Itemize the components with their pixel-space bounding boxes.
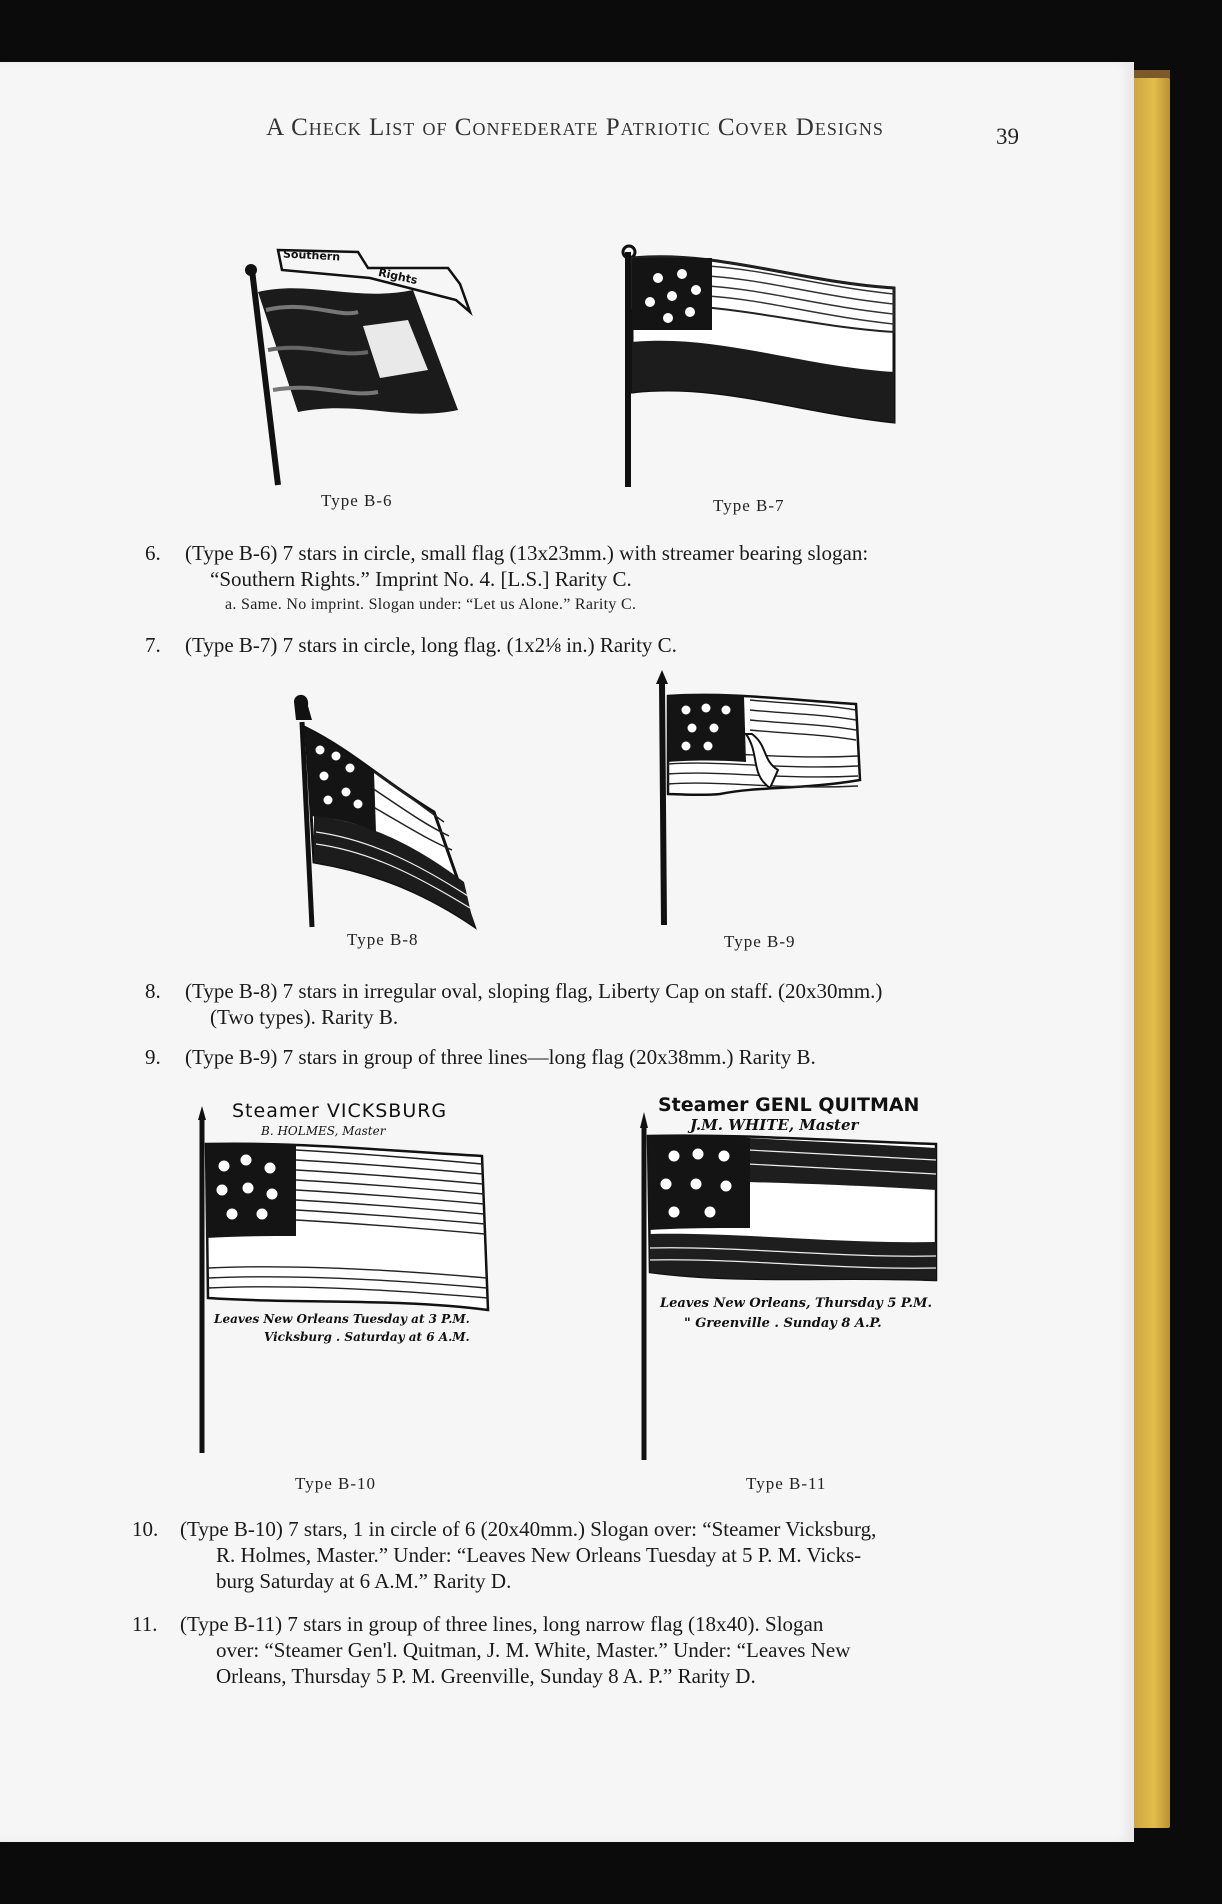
entry-line: (Two types). Rarity B. [210, 1005, 399, 1029]
entry-line: R. Holmes, Master.” Under: “Leaves New Orleans Tuesday at 5 P. M. Vicks- [216, 1543, 862, 1567]
entry-6-subnote: a. Same. No imprint. Slogan under: “Let us Alone.” Rarity C. [225, 596, 637, 613]
entry-7 [145, 632, 1020, 658]
streamer-text-right: Rights [377, 266, 419, 287]
entry-line: over: “Steamer Gen'l. Quitman, J. M. White, Master.” Under: “Leaves New [216, 1638, 851, 1662]
flag-figure-b6 [238, 240, 478, 490]
entry-number: 11. [132, 1612, 158, 1636]
flag-figure-b11 [638, 1094, 938, 1464]
entry-line: burg Saturday at 6 A.M.” Rarity D. [216, 1569, 512, 1593]
book-page-edges [1130, 78, 1170, 1828]
entry-number: 8. [145, 979, 161, 1003]
entry-number: 9. [145, 1045, 161, 1069]
entry-8 [145, 978, 1020, 1030]
caption-b7: Type B-7 [713, 496, 785, 515]
slogan-master-b10: B. HOLMES, Master [261, 1124, 386, 1138]
entry-number: 6. [145, 541, 161, 565]
flag-figure-b9 [650, 670, 870, 930]
entry-9 [145, 1044, 1020, 1070]
entry-number: 7. [145, 633, 161, 657]
caption-b8: Type B-8 [347, 930, 419, 949]
flag-figure-b7 [618, 242, 898, 492]
slogan-top-b10: Steamer VICKSBURG [232, 1100, 448, 1122]
entry-line: (Type B-10) 7 stars, 1 in circle of 6 (20x40mm.) Slogan over: “Steamer Vicksburg, [180, 1517, 877, 1541]
entry-line: (Type B-6) 7 stars in circle, small flag (13x23mm.) with streamer bearing slogan: [185, 541, 869, 565]
entry-11 [132, 1611, 1022, 1689]
slogan-top-b11: Steamer GENL QUITMAN [658, 1094, 920, 1116]
entry-line: (Type B-8) 7 stars in irregular oval, sloping flag, Liberty Cap on staff. (20x30mm.) [185, 979, 883, 1003]
caption-b11: Type B-11 [746, 1474, 827, 1493]
caption-b6: Type B-6 [321, 491, 393, 510]
flag-figure-b8 [284, 692, 484, 932]
slogan-bottom1-b10: Leaves New Orleans Tuesday at 3 P.M. [214, 1312, 470, 1326]
entry-line: “Southern Rights.” Imprint No. 4. [L.S.] Rarity C. [210, 567, 632, 591]
slogan-master-b11: J.M. WHITE, Master [690, 1116, 859, 1134]
entry-line: (Type B-7) 7 stars in circle, long flag. (1x2⅛ in.) Rarity C. [185, 633, 677, 657]
entry-number: 10. [132, 1517, 159, 1541]
entry-6 [145, 540, 1020, 592]
entry-line: (Type B-11) 7 stars in group of three lines, long narrow flag (18x40). Slogan [180, 1612, 824, 1636]
entry-10 [132, 1516, 1022, 1594]
flag-figure-b10 [196, 1098, 496, 1458]
slogan-bottom2-b10: Vicksburg . Saturday at 6 A.M. [264, 1330, 470, 1344]
running-header: A Check List of Confederate Patriotic Cover Designs [266, 114, 884, 141]
caption-b9: Type B-9 [724, 932, 796, 951]
caption-b10: Type B-10 [295, 1474, 376, 1493]
slogan-bottom2-b11: " Greenville . Sunday 8 A.P. [684, 1316, 882, 1331]
page-number: 39 [996, 124, 1019, 149]
entry-line: Orleans, Thursday 5 P. M. Greenville, Sunday 8 A. P.” Rarity D. [216, 1664, 756, 1688]
slogan-bottom1-b11: Leaves New Orleans, Thursday 5 P.M. [660, 1296, 932, 1311]
streamer-text-left: Southern [282, 247, 341, 264]
entry-line: (Type B-9) 7 stars in group of three lines—long flag (20x38mm.) Rarity B. [185, 1045, 816, 1069]
